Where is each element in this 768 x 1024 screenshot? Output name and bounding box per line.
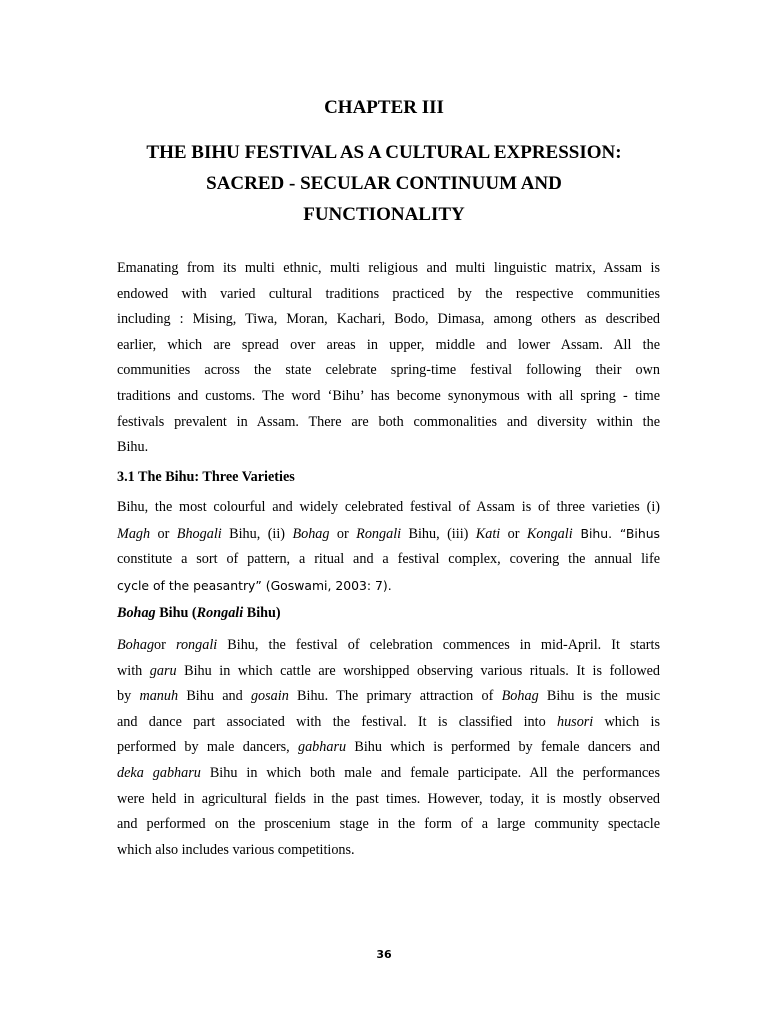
text-line: traditions and customs. The word ‘Bihu’ has become synonymous with all spring - time: [117, 387, 660, 404]
italic-term: deka gabharu: [117, 764, 201, 781]
title-line: FUNCTIONALITY: [303, 204, 465, 225]
text-line: Bihu, the most colourful and widely celebrated festival of Assam is of three varieties (i): [117, 499, 660, 515]
italic-term: Kati: [475, 525, 501, 542]
text-run: or: [150, 525, 177, 542]
text-run: or: [500, 525, 527, 542]
text-run: or: [154, 637, 176, 653]
text-line: endowed with varied cultural traditions practiced by the respective communities: [117, 285, 660, 302]
text-run: Bihu and: [178, 688, 251, 705]
text-run: which is: [593, 713, 661, 730]
text-line: [117, 659, 660, 685]
italic-term: garu: [149, 662, 177, 679]
text-line: Emanating from its multi ethnic, multi religious and multi linguistic matrix, Assam is: [117, 260, 660, 276]
text-line: and performed on the proscenium stage in the form of a large community spectacle: [117, 816, 660, 833]
text-line: Bihu.: [117, 439, 149, 456]
text-line: including : Mising, Tiwa, Moran, Kachari, Bodo, Dimasa, among others as described: [117, 311, 660, 328]
page-number: 36: [376, 948, 392, 961]
chapter-title: [100, 137, 668, 230]
title-line: THE BIHU FESTIVAL AS A CULTURAL EXPRESSION:: [146, 142, 622, 163]
chapter-label: CHAPTER III: [324, 97, 444, 118]
text-line: [117, 521, 660, 548]
text-run: Bihu which is performed by female dancers and: [346, 739, 661, 756]
italic-term: Kongali: [526, 525, 573, 542]
intro-paragraph: [117, 256, 660, 461]
text-run: Bihu): [243, 605, 281, 621]
text-run: Bihu. The primary attraction of: [288, 688, 502, 705]
bohag-paragraph: [117, 633, 660, 863]
text-line: communities across the state celebrate spring-time festival following their own: [117, 362, 660, 379]
italic-term: manuh: [139, 688, 179, 705]
italic-term: Bohag: [292, 525, 330, 542]
text-line: [117, 761, 660, 787]
italic-term: husori: [556, 713, 594, 730]
text-run: Bihu is the music: [538, 688, 661, 705]
text-run: by: [117, 688, 140, 705]
italic-term: Bhogali: [176, 525, 222, 542]
italic-term: gabharu: [297, 739, 347, 756]
varieties-paragraph: [117, 495, 660, 598]
text-run: Bihu in which both male and female participate. All the performances: [200, 764, 660, 781]
italic-term: Bohag: [501, 688, 539, 705]
sub-heading: [117, 603, 281, 623]
text-line: earlier, which are spread over areas in upper, middle and lower Assam. All the: [117, 336, 660, 353]
text-line: cycle of the peasantry” (Goswami, 2003: 7).: [117, 577, 392, 593]
text-run: and dance part associated with the festival. It is classified into: [117, 713, 557, 730]
italic-term: Magh: [117, 525, 151, 542]
italic-term: Bohag: [117, 637, 155, 653]
text-run: Bihu (: [155, 605, 197, 621]
text-run: Bihu, (iii): [401, 525, 476, 542]
text-run: performed by male dancers,: [117, 739, 298, 756]
section-heading: 3.1 The Bihu: Three Varieties: [117, 469, 295, 485]
text-line: [117, 684, 660, 710]
text-line: which also includes various competitions.: [117, 841, 355, 858]
italic-term: rongali: [175, 637, 218, 653]
text-line: festivals prevalent in Assam. There are both commonalities and diversity within the: [117, 413, 660, 430]
text-run: Bihu in which cattle are worshipped observing various rituals. It is followed: [176, 662, 660, 679]
italic-term: Rongali: [196, 605, 244, 621]
text-line: constitute a sort of pattern, a ritual and a festival complex, covering the annual life: [117, 551, 660, 568]
text-line: [117, 633, 660, 659]
italic-term: gosain: [250, 688, 289, 705]
title-line: SACRED - SECULAR CONTINUUM AND: [206, 173, 562, 194]
italic-term: Rongali: [356, 525, 402, 542]
italic-term: Bohag: [117, 605, 156, 621]
text-run: Bihu. “Bihus: [572, 525, 661, 541]
text-run: Bihu, (ii): [221, 525, 293, 542]
text-run: with: [117, 662, 150, 679]
text-line: [117, 735, 660, 761]
text-run: or: [329, 525, 357, 542]
text-run: Bihu, the festival of celebration commences in mid-April. It starts: [217, 637, 660, 653]
text-line: [117, 710, 660, 736]
text-line: were held in agricultural fields in the past times. However, today, it is mostly observed: [117, 790, 660, 807]
